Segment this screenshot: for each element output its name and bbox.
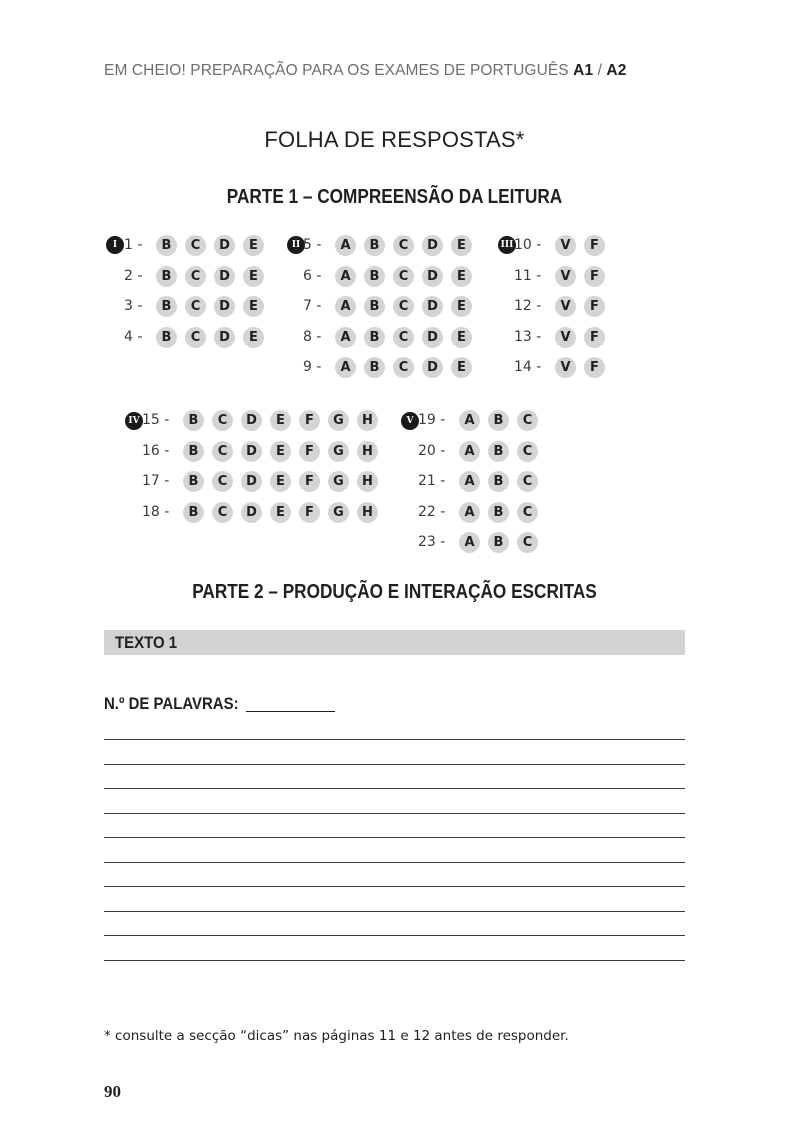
answer-option-d[interactable]: D — [422, 296, 443, 317]
question-number: 18 - — [142, 503, 170, 520]
answer-option-h[interactable]: H — [357, 410, 378, 431]
question-number: 10 - — [514, 237, 542, 253]
answer-option-e[interactable]: E — [243, 296, 264, 317]
answer-option-b[interactable]: B — [156, 296, 177, 317]
answer-option-f[interactable]: F — [584, 266, 605, 287]
answer-option-b[interactable]: B — [183, 502, 204, 523]
footnote: * consulte a secção “dicas” nas páginas 11 e 12 antes de responder. — [104, 1028, 569, 1044]
texto-header-bar — [104, 630, 685, 655]
answer-option-d[interactable]: D — [241, 471, 262, 492]
answer-option-c[interactable]: C — [212, 441, 233, 462]
question-number: 4 - — [124, 328, 143, 345]
answer-option-e[interactable]: E — [270, 410, 291, 431]
answer-option-h[interactable]: H — [357, 471, 378, 492]
part1-title: PARTE 1 – COMPREENSÃO DA LEITURA — [226, 186, 563, 208]
writing-line[interactable] — [104, 837, 685, 838]
question-number: 21 - — [418, 473, 446, 489]
answer-option-b[interactable]: B — [364, 266, 385, 287]
question-number: 7 - — [303, 298, 322, 314]
answer-option-a[interactable]: A — [335, 327, 356, 348]
writing-line[interactable] — [104, 813, 685, 814]
answer-option-f[interactable]: F — [299, 471, 320, 492]
word-count-label: N.º DE PALAVRAS: — [104, 694, 239, 713]
group-marker-v: V — [401, 412, 419, 430]
answer-option-e[interactable]: E — [243, 266, 264, 287]
texto-label: TEXTO 1 — [115, 633, 178, 652]
question-number: 11 - — [514, 267, 542, 284]
question-number: 13 - — [514, 328, 542, 345]
answer-option-a[interactable]: A — [459, 410, 480, 431]
answer-option-b[interactable]: B — [488, 471, 509, 492]
answer-option-b[interactable]: B — [183, 471, 204, 492]
part2-title: PARTE 2 – PRODUÇÃO E INTERAÇÃO ESCRITAS — [192, 581, 597, 603]
answer-option-c[interactable]: C — [185, 235, 206, 256]
answer-option-d[interactable]: D — [422, 357, 443, 378]
answer-option-g[interactable]: G — [328, 441, 349, 462]
answer-option-f[interactable]: F — [299, 502, 320, 523]
answer-option-f[interactable]: F — [584, 327, 605, 348]
answer-option-b[interactable]: B — [364, 296, 385, 317]
writing-line[interactable] — [104, 862, 685, 863]
page-number: 90 — [104, 1082, 121, 1101]
answer-option-d[interactable]: D — [422, 327, 443, 348]
writing-line[interactable] — [104, 911, 685, 912]
question-number: 5 - — [303, 237, 322, 253]
answer-option-d[interactable]: D — [422, 235, 443, 256]
answer-option-g[interactable]: G — [328, 502, 349, 523]
writing-line[interactable] — [104, 960, 685, 961]
question-number: 17 - — [142, 473, 170, 489]
group-marker-iv: IV — [125, 412, 143, 430]
answer-option-e[interactable]: E — [243, 235, 264, 256]
answer-option-d[interactable]: D — [214, 266, 235, 287]
answer-option-b[interactable]: B — [364, 235, 385, 256]
answer-option-c[interactable]: C — [517, 410, 538, 431]
answer-option-a[interactable]: A — [335, 235, 356, 256]
answer-option-b[interactable]: B — [488, 410, 509, 431]
answer-option-v[interactable]: V — [555, 266, 576, 287]
answer-option-c[interactable]: C — [212, 410, 233, 431]
group-marker-iii: III — [498, 236, 516, 254]
header-text: EM CHEIO! PREPARAÇÃO PARA OS EXAMES DE PORTUGUÊS — [104, 62, 569, 79]
question-number: 8 - — [303, 328, 322, 345]
page-title: FOLHA DE RESPOSTAS* — [264, 127, 525, 152]
answer-option-c[interactable]: C — [185, 296, 206, 317]
answer-option-c[interactable]: C — [393, 327, 414, 348]
answer-option-v[interactable]: V — [555, 296, 576, 317]
answer-option-b[interactable]: B — [364, 327, 385, 348]
answer-option-c[interactable]: C — [185, 327, 206, 348]
question-number: 22 - — [418, 503, 446, 520]
answer-option-c[interactable]: C — [517, 502, 538, 523]
answer-option-f[interactable]: F — [584, 296, 605, 317]
group-marker-ii: II — [287, 236, 305, 254]
answer-option-d[interactable]: D — [214, 296, 235, 317]
header-level-2: A2 — [606, 62, 627, 79]
answer-option-c[interactable]: C — [517, 532, 538, 553]
answer-option-c[interactable]: C — [185, 266, 206, 287]
answer-option-f[interactable]: F — [299, 410, 320, 431]
question-number: 14 - — [514, 359, 542, 375]
answer-option-b[interactable]: B — [364, 357, 385, 378]
answer-option-v[interactable]: V — [555, 235, 576, 256]
group-marker-i: I — [106, 236, 124, 254]
answer-option-b[interactable]: B — [183, 441, 204, 462]
answer-option-f[interactable]: F — [299, 441, 320, 462]
header-level-1: A1 — [573, 62, 594, 79]
answer-option-c[interactable]: C — [393, 357, 414, 378]
question-number: 16 - — [142, 442, 170, 459]
answer-option-a[interactable]: A — [335, 357, 356, 378]
answer-option-b[interactable]: B — [488, 441, 509, 462]
answer-option-b[interactable]: B — [156, 327, 177, 348]
answer-option-a[interactable]: A — [459, 441, 480, 462]
answer-option-b[interactable]: B — [183, 410, 204, 431]
question-number: 9 - — [303, 359, 322, 375]
answer-option-g[interactable]: G — [328, 410, 349, 431]
answer-option-a[interactable]: A — [335, 296, 356, 317]
answer-option-b[interactable]: B — [488, 532, 509, 553]
answer-option-d[interactable]: D — [214, 327, 235, 348]
answer-option-a[interactable]: A — [335, 266, 356, 287]
writing-line[interactable] — [104, 788, 685, 789]
answer-option-f[interactable]: F — [584, 235, 605, 256]
writing-line[interactable] — [104, 739, 685, 740]
answer-option-c[interactable]: C — [212, 502, 233, 523]
writing-line[interactable] — [104, 935, 685, 936]
answer-option-e[interactable]: E — [451, 235, 472, 256]
answer-option-e[interactable]: E — [451, 296, 472, 317]
answer-option-e[interactable]: E — [270, 471, 291, 492]
answer-option-e[interactable]: E — [451, 266, 472, 287]
answer-option-c[interactable]: C — [212, 471, 233, 492]
answer-option-c[interactable]: C — [393, 296, 414, 317]
answer-option-a[interactable]: A — [459, 532, 480, 553]
header-separator: / — [593, 62, 607, 79]
question-number: 15 - — [142, 412, 170, 428]
word-count-field[interactable] — [246, 711, 335, 712]
running-header — [104, 62, 626, 80]
question-number: 12 - — [514, 298, 542, 314]
writing-line[interactable] — [104, 764, 685, 765]
answer-option-g[interactable]: G — [328, 471, 349, 492]
answer-option-v[interactable]: V — [555, 327, 576, 348]
answer-option-d[interactable]: D — [214, 235, 235, 256]
answer-option-a[interactable]: A — [459, 502, 480, 523]
answer-option-c[interactable]: C — [393, 266, 414, 287]
question-number: 19 - — [418, 412, 446, 428]
answer-option-h[interactable]: H — [357, 441, 378, 462]
question-number: 23 - — [418, 534, 446, 550]
answer-option-d[interactable]: D — [422, 266, 443, 287]
answer-option-e[interactable]: E — [451, 327, 472, 348]
answer-option-b[interactable]: B — [488, 502, 509, 523]
answer-option-b[interactable]: B — [156, 235, 177, 256]
answer-option-c[interactable]: C — [517, 441, 538, 462]
question-number: 1 - — [124, 237, 143, 253]
answer-option-a[interactable]: A — [459, 471, 480, 492]
answer-option-h[interactable]: H — [357, 502, 378, 523]
answer-option-c[interactable]: C — [517, 471, 538, 492]
answer-option-e[interactable]: E — [270, 502, 291, 523]
question-number: 2 - — [124, 267, 143, 284]
question-number: 6 - — [303, 267, 322, 284]
answer-option-v[interactable]: V — [555, 357, 576, 378]
answer-option-f[interactable]: F — [584, 357, 605, 378]
answer-option-e[interactable]: E — [451, 357, 472, 378]
answer-option-d[interactable]: D — [241, 441, 262, 462]
answer-option-e[interactable]: E — [243, 327, 264, 348]
answer-option-d[interactable]: D — [241, 502, 262, 523]
writing-line[interactable] — [104, 886, 685, 887]
answer-option-c[interactable]: C — [393, 235, 414, 256]
question-number: 20 - — [418, 442, 446, 459]
answer-option-e[interactable]: E — [270, 441, 291, 462]
answer-option-b[interactable]: B — [156, 266, 177, 287]
answer-option-d[interactable]: D — [241, 410, 262, 431]
question-number: 3 - — [124, 298, 143, 314]
